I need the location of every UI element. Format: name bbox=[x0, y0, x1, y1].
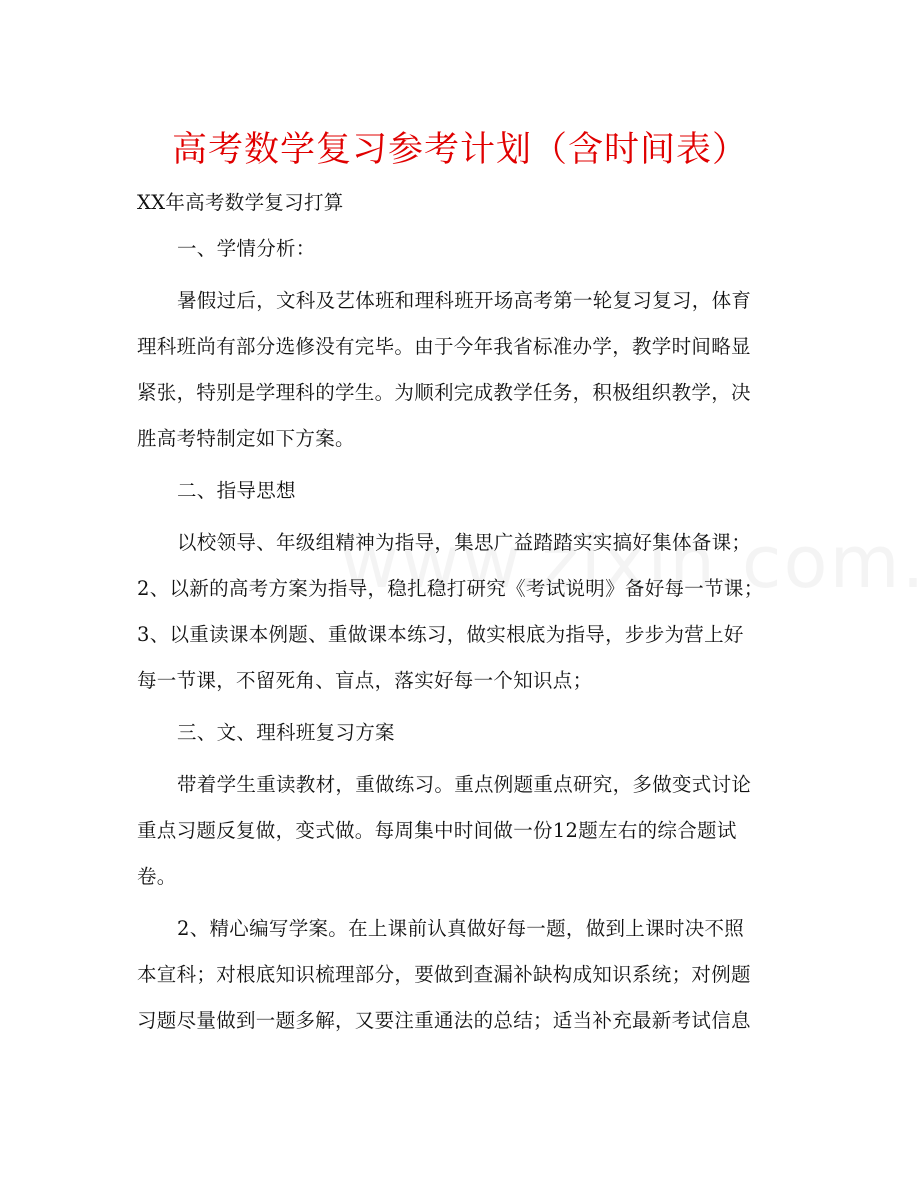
paragraph-line: 紧张，特别是学理科的学生。为顺利完成教学任务，积极组织教学，决 bbox=[137, 381, 751, 404]
paragraph-line: 带着学生重读教材，重做练习。重点例题重点研究，多做变式讨论 bbox=[177, 773, 752, 796]
paragraph-line: 卷。 bbox=[137, 865, 177, 888]
paragraph-line: 理科班尚有部分选修没有完毕。由于今年我省标准办学，教学时间略显 bbox=[137, 335, 751, 358]
paragraph-line: 以校领导、年级组精神为指导，集思广益踏踏实实搞好集体备课； bbox=[177, 531, 752, 554]
section-heading-3: 三、文、理科班复习方案 bbox=[177, 721, 395, 744]
document-title: 高考数学复习参考计划（含时间表） bbox=[171, 130, 748, 170]
document-body bbox=[137, 180, 787, 1044]
paragraph-line: 暑假过后，文科及艺体班和理科班开场高考第一轮复习复习，体育 bbox=[177, 289, 752, 312]
paragraph-line: 重点习题反复做，变式做。每周集中时间做一份12题左右的综合题试 bbox=[137, 819, 737, 842]
paragraph-line: 2、以新的高考方案为指导，稳扎稳打研究《考试说明》备好每一节课； bbox=[137, 577, 764, 600]
paragraph-line: 2、精心编写学案。在上课前认真做好每一题，做到上课时决不照 bbox=[177, 917, 745, 940]
paragraph-line: 习题尽量做到一题多解，又要注重通法的总结；适当补充最新考试信息 bbox=[137, 1009, 751, 1032]
section-heading-1: 一、学情分析： bbox=[177, 237, 316, 260]
paragraph-line: 每一节课，不留死角、盲点，落实好每一个知识点； bbox=[137, 669, 593, 692]
paragraph-line: 胜高考特制定如下方案。 bbox=[137, 427, 355, 450]
paragraph-line: 3、以重读课本例题、重做课本练习，做实根底为指导，步步为营上好 bbox=[137, 623, 744, 646]
paragraph-line: 本宣科；对根底知识梳理部分，要做到查漏补缺构成知识系统；对例题 bbox=[137, 963, 751, 986]
section-heading-2: 二、指导思想 bbox=[177, 479, 296, 502]
plan-heading: XX年高考数学复习打算 bbox=[137, 191, 344, 214]
